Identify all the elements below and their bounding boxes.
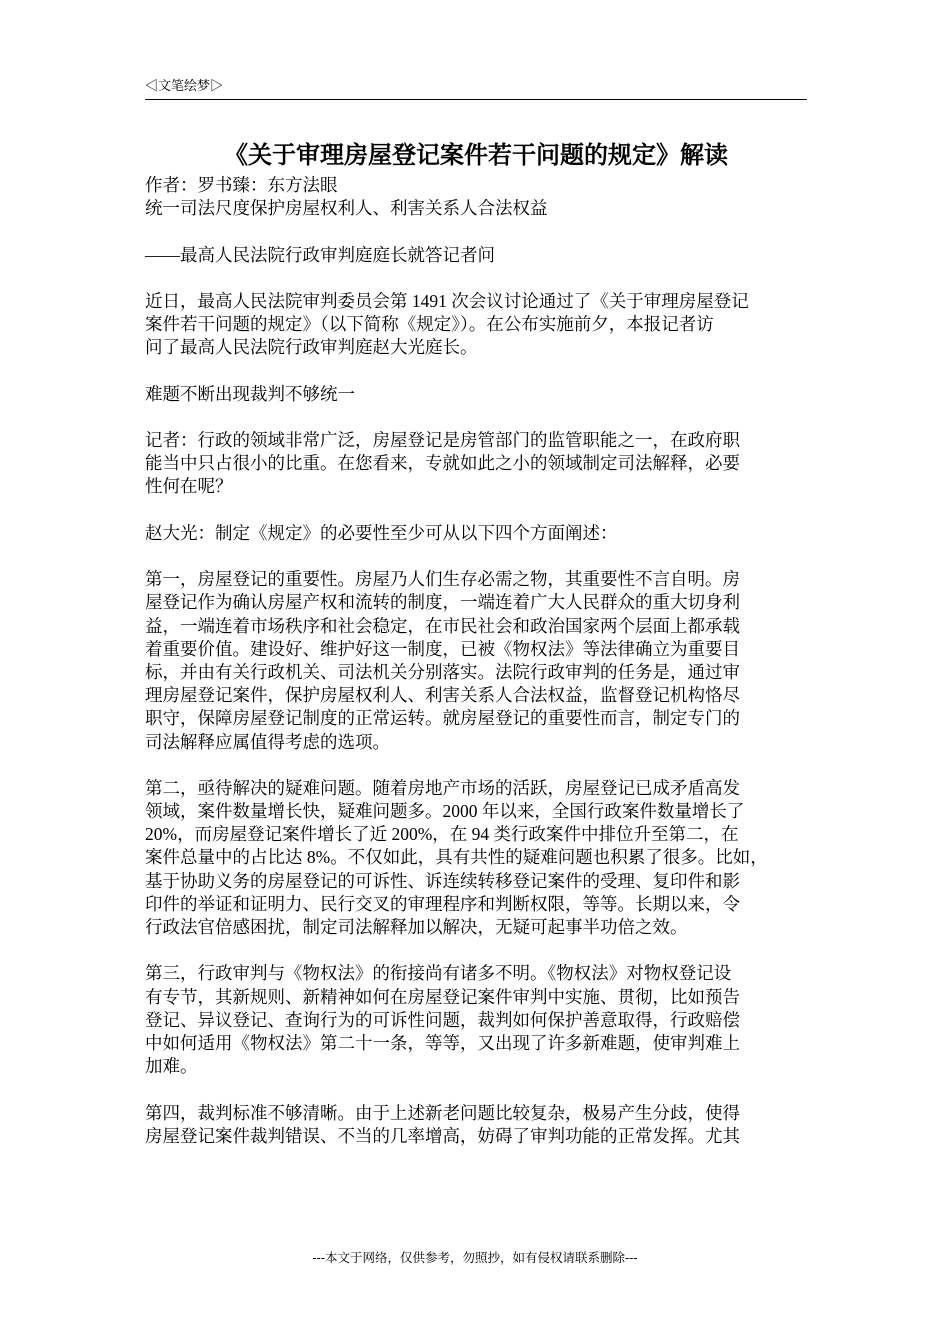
paragraph-line: 房屋登记案件裁判错误、不当的几率增高，妨碍了审判功能的正常发挥。尤其 xyxy=(145,1125,740,1146)
paragraph-line: 案件若干问题的规定》（以下简称《规定》）。在公布实施前夕，本报记者访 xyxy=(145,314,714,335)
paragraph-line: 印件的举证和证明力、民行交叉的审理程序和判断权限，等等。长期以来，令 xyxy=(145,893,740,914)
paragraph-line: 登记、异议登记、查询行为的可诉性问题，裁判如何保护善意取得，行政赔偿 xyxy=(145,1009,740,1030)
paragraph-line: 第一，房屋登记的重要性。房屋乃人们生存必需之物，其重要性不言自明。房 xyxy=(145,569,740,590)
intro-paragraph xyxy=(145,290,813,360)
paragraph-line: 基于协助义务的房屋登记的可诉性、诉连续转移登记案件的受理、复印件和影 xyxy=(145,870,740,891)
paragraph-line: 第二，亟待解决的疑难问题。随着房地产市场的活跃，房屋登记已成矛盾高发 xyxy=(145,777,740,798)
paragraph-line: 加难。 xyxy=(145,1056,198,1077)
document-body xyxy=(145,174,813,1171)
header-logo-text: ◁文笔绘梦▷ xyxy=(145,78,224,93)
interview-note: ——最高人民法院行政审判庭庭长就答记者问 xyxy=(145,244,495,265)
paragraph-line: 标，并由有关行政机关、司法机关分别落实。法院行政审判的任务是，通过审 xyxy=(145,661,740,682)
paragraph-line: 屋登记作为确认房屋产权和流转的制度，一端连着广大人民群众的重大切身利 xyxy=(145,592,740,613)
answer-intro-paragraph xyxy=(145,522,813,545)
paragraph-line: 近日，最高人民法院审判委员会第 1491 次会议讨论通过了《关于审理房屋登记 xyxy=(145,290,749,311)
paragraph-line: 行政法官倍感困扰，制定司法解释加以解决，无疑可起事半功倍之效。 xyxy=(145,917,688,937)
paragraph-line: 领域，案件数量增长快，疑难问题多。2000 年以来，全国行政案件数量增长了 xyxy=(145,801,745,822)
paragraph-line: 第四，裁判标准不够清晰。由于上述新老问题比较复杂，极易产生分歧，使得 xyxy=(145,1102,740,1123)
author-line: 作者：罗书臻：东方法眼 xyxy=(145,175,338,195)
point1-paragraph xyxy=(145,568,813,754)
section-heading xyxy=(145,383,813,406)
paragraph-line: 赵大光：制定《规定》的必要性至少可从以下四个方面阐述： xyxy=(145,522,618,543)
section-heading-text: 难题不断出现裁判不够统一 xyxy=(145,383,355,404)
paragraph-line: 问了最高人民法院行政审判庭赵大光庭长。 xyxy=(145,337,478,358)
paragraph-line: 中如何适用《物权法》第二十一条，等等，又出现了许多新难题，使审判难上 xyxy=(145,1032,740,1053)
point4-paragraph xyxy=(145,1102,813,1148)
page-header xyxy=(145,73,807,100)
paragraph-line: 记者：行政的领域非常广泛，房屋登记是房管部门的监管职能之一，在政府职 xyxy=(145,430,740,451)
point2-paragraph xyxy=(145,777,813,939)
document-title: 《关于审理房屋登记案件若干问题的规定》解读 xyxy=(224,143,728,169)
paragraph-line: 案件总量中的占比达 8%。不仅如此，具有共性的疑难问题也积累了很多。比如， xyxy=(145,847,768,868)
paragraph-line: 司法解释应属值得考虑的选项。 xyxy=(145,731,390,752)
page-footer: ---本文于网络，仅供参考，勿照抄，如有侵权请联系删除--- xyxy=(312,1251,638,1265)
subtitle-line: 统一司法尺度保护房屋权利人、利害关系人合法权益 xyxy=(145,198,548,219)
paragraph-line: 第三，行政审判与《物权法》的衔接尚有诸多不明。《物权法》对物权登记设 xyxy=(145,963,732,984)
question-paragraph xyxy=(145,429,813,499)
paragraph-line: 着重要价值。建设好、维护好这一制度，已被《物权法》等法律确立为重要目 xyxy=(145,638,740,659)
paragraph-line: 益，一端连着市场秩序和社会稳定，在市民社会和政治国家两个层面上都承载 xyxy=(145,615,740,636)
paragraph-line: 理房屋登记案件，保护房屋权利人、利害关系人合法权益，监督登记机构恪尽 xyxy=(145,685,740,706)
paragraph-line: 职守，保障房屋登记制度的正常运转。就房屋登记的重要性而言，制定专门的 xyxy=(145,708,740,729)
point3-paragraph xyxy=(145,962,813,1078)
paragraph-line: 性何在呢？ xyxy=(145,476,233,497)
paragraph-line: 20%，而房屋登记案件增长了近 200%，在 94 类行政案件中排位升至第二，在 xyxy=(145,824,739,845)
paragraph-line: 能当中只占很小的比重。在您看来，专就如此之小的领域制定司法解释，必要 xyxy=(145,453,740,474)
paragraph-line: 有专节，其新规则、新精神如何在房屋登记案件审判中实施、贯彻，比如预告 xyxy=(145,986,740,1007)
